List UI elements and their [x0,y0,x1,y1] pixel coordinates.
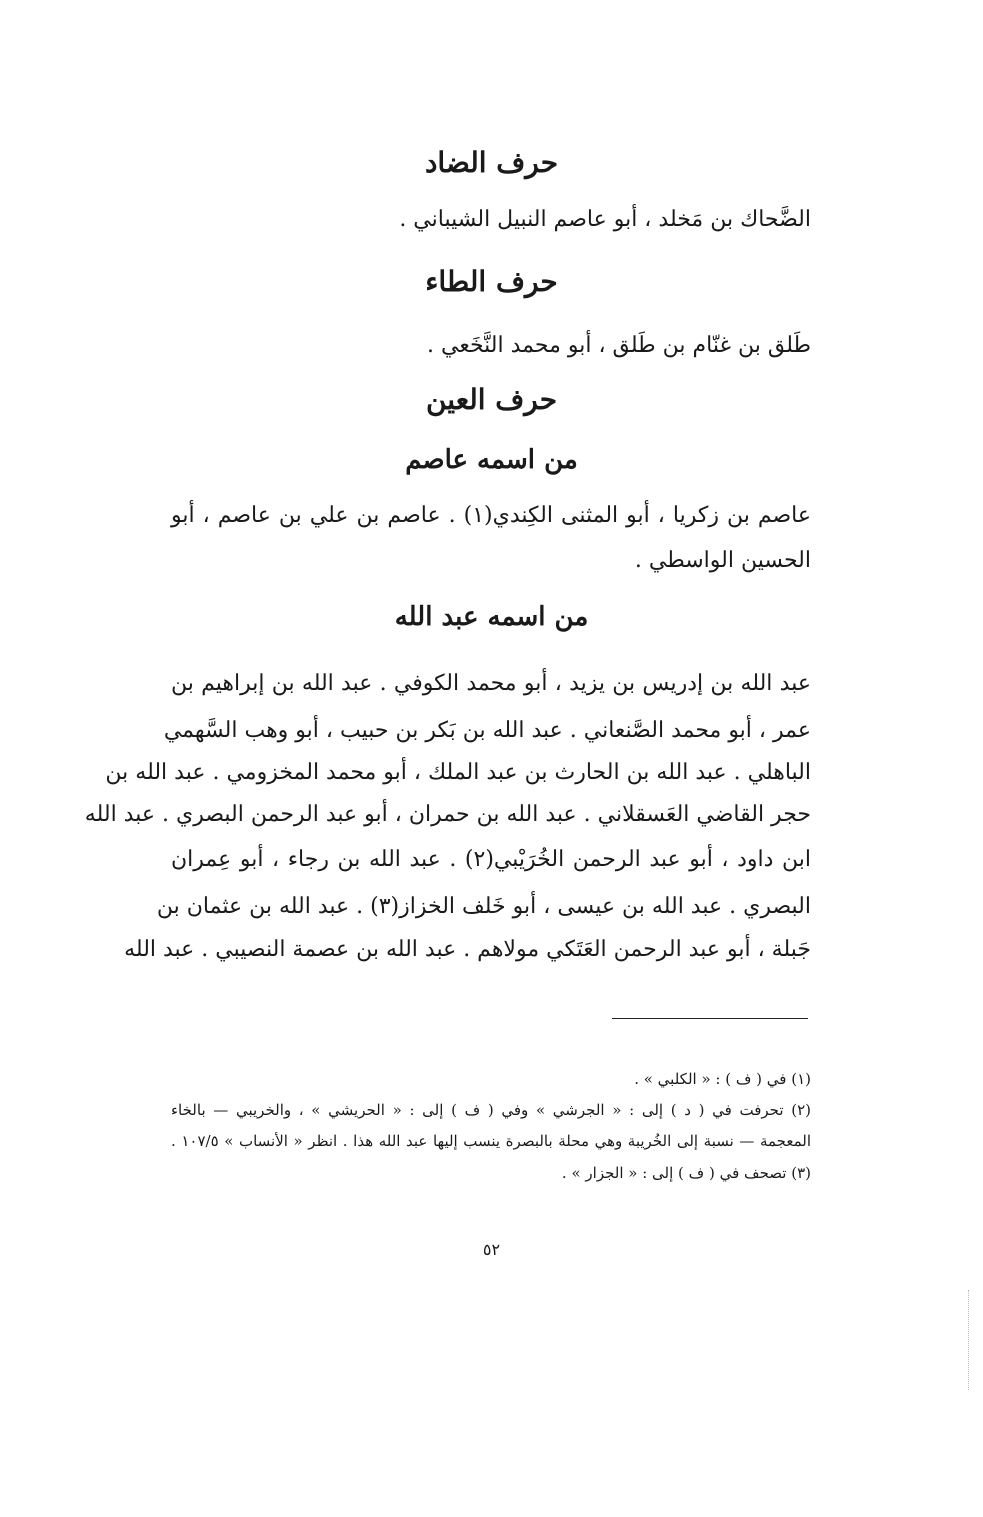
footnote-3: (٣) تصحف في ( ف ) إلى : « الجزار » . [561,1164,811,1182]
footnote-1: (١) في ( ف ) : « الكلبي » . [634,1070,811,1088]
entry-line-abdullah-4: حجر القاضي العَسقلاني . عبد الله بن حمران ، أبو عبد الرحمن البصري . عبد الله [84,802,811,827]
subheading-abdullah: من اسمه عبد الله [394,602,589,632]
page-number: ٥٢ [482,1240,501,1259]
entry-line-abdullah-2: عمر ، أبو محمد الصَّنعاني . عبد الله بن بَكر بن حبيب ، أبو وهب السَّهمي [163,718,811,743]
entry-line-dad: الضَّحاك بن مَخلد ، أبو عاصم النبيل الشيباني . [399,207,811,232]
entry-line-asim-2: الحسين الواسطي . [634,548,811,573]
footnote-separator [612,1018,808,1019]
entry-line-abdullah-1: عبد الله بن إدريس بن يزيد ، أبو محمد الكوفي . عبد الله بن إبراهيم بن [171,671,811,696]
section-heading-ta: حرف الطاء [425,265,558,298]
footnote-2-continued: المعجمة — نسبة إلى الخُريبة وهي محلة بالبصرة ينسب إليها عبد الله هذا . انظر « الأنساب » ١٠٧/٥ . [171,1132,811,1150]
entry-line-abdullah-3: الباهلي . عبد الله بن الحارث بن عبد الملك ، أبو محمد المخزومي . عبد الله بن [105,760,811,785]
section-heading-dad: حرف الضاد [424,146,559,179]
entry-line-abdullah-7: جَبلة ، أبو عبد الرحمن العَتَكي مولاهم . عبد الله بن عصمة النصيبي . عبد الله [124,937,811,962]
entry-line-abdullah-6: البصري . عبد الله بن عيسى ، أبو خَلف الخزاز(٣) . عبد الله بن عثمان بن [156,894,811,919]
section-heading-ain: حرف العين [425,383,558,416]
entry-line-asim-1: عاصم بن زكريا ، أبو المثنى الكِندي(١) . عاصم بن علي بن عاصم ، أبو [171,503,811,528]
entry-line-ta: طَلق بن غنّام بن طَلق ، أبو محمد النَّخَعي . [427,333,811,358]
entry-line-abdullah-5: ابن داود ، أبو عبد الرحمن الخُرَيْبي(٢) . عبد الله بن رجاء ، أبو عِمران [171,847,811,872]
footnote-2: (٢) تحرفت في ( د ) إلى : « الجرشي » وفي ( ف ) إلى : « الحريشي » ، والخريبي — بالخاء [171,1101,811,1119]
margin-scan-mark [968,1290,969,1390]
subheading-asim: من اسمه عاصم [405,445,578,475]
